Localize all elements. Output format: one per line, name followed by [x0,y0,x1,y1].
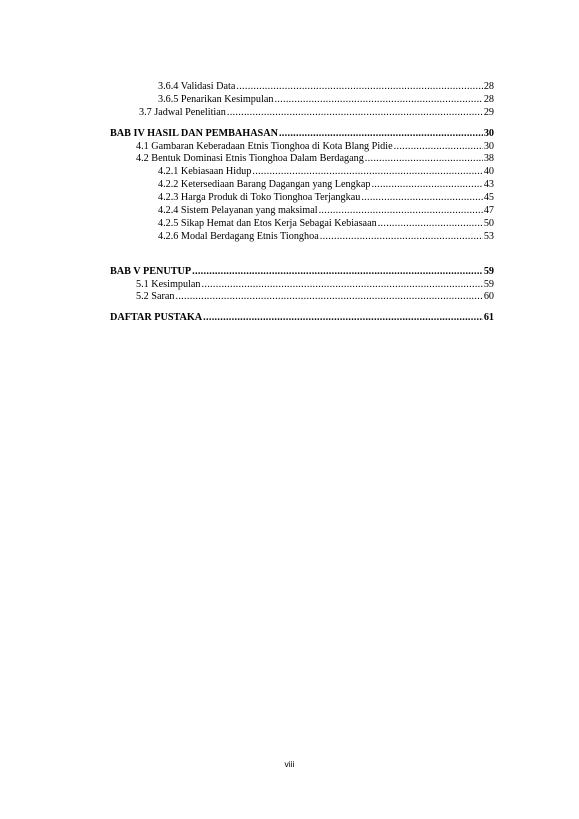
toc-entry-title: BAB V PENUTUP [110,265,192,277]
toc-entry[interactable] [110,218,494,231]
toc-leader-dots [203,312,483,325]
toc-entry-page: 43 [483,179,494,191]
toc-entry-title: 4.2.1 Kebiasaan Hidup [158,166,252,178]
toc-entry-title: 4.2.3 Harga Produk di Toko Tionghoa Terjangkau [158,192,361,204]
toc-entry-title: 4.2 Bentuk Dominasi Etnis Tionghoa Dalam Berdagang [136,153,364,165]
toc-entry[interactable] [110,279,494,292]
toc-entry-page: 50 [483,217,494,229]
toc-entry[interactable] [110,205,494,218]
page-number: viii [284,759,295,769]
toc-entry-page: 45 [483,192,494,204]
toc-leader-dots [202,279,483,292]
toc-entry-title: 4.2.5 Sikap Hemat dan Etos Kerja Sebagai Kebiasaan [158,217,377,229]
toc-entry-title: 4.2.6 Modal Berdagang Etnis Tionghoa [158,230,319,242]
toc-entry-page: 59 [483,265,494,277]
toc-chapter-heading[interactable] [110,266,494,279]
toc-entry-title: 3.6.5 Penarikan Kesimpulan [158,93,274,105]
toc-leader-dots [279,128,483,141]
table-of-contents [110,81,494,325]
toc-leader-dots [320,231,483,244]
toc-leader-dots [319,205,483,218]
toc-entry-page: 61 [483,312,494,324]
toc-entry[interactable] [110,141,494,154]
toc-entry-page: 29 [483,106,494,118]
toc-entry-page: 30 [483,140,494,152]
toc-entry-title: 3.7 Jadwal Penelitian [139,106,226,118]
toc-entry-title: DAFTAR PUSTAKA [110,312,203,324]
toc-entry-page: 40 [483,166,494,178]
toc-chapter-heading[interactable] [110,312,494,325]
toc-entry-title: 5.1 Kesimpulan [136,278,201,290]
spacer [110,120,494,128]
toc-leader-dots [192,266,483,279]
toc-entry[interactable] [110,192,494,205]
toc-entry-page: 38 [483,153,494,165]
toc-leader-dots [378,218,483,231]
toc-entry[interactable] [110,81,494,94]
toc-entry[interactable] [110,107,494,120]
toc-leader-dots [252,166,482,179]
toc-entry[interactable] [110,179,494,192]
toc-leader-dots [365,153,483,166]
toc-leader-dots [394,141,483,154]
toc-entry[interactable] [110,291,494,304]
toc-entry[interactable] [110,153,494,166]
toc-entry[interactable] [110,94,494,107]
toc-leader-dots [236,81,482,94]
toc-entry-page: 59 [483,278,494,290]
spacer [110,304,494,312]
toc-leader-dots [175,291,482,304]
toc-leader-dots [371,179,482,192]
toc-leader-dots [274,94,482,107]
toc-entry-title: 5.2 Saran [136,291,175,303]
toc-entry-title: 4.1 Gambaran Keberadaan Etnis Tionghoa di Kota Blang Pidie [136,140,393,152]
toc-entry-page: 60 [483,291,494,303]
toc-leader-dots [227,107,483,120]
toc-entry-page: 30 [483,127,494,139]
toc-entry-page: 28 [483,81,494,92]
toc-entry[interactable] [110,166,494,179]
toc-chapter-heading[interactable] [110,128,494,141]
toc-leader-dots [361,192,482,205]
toc-entry-page: 28 [483,93,494,105]
toc-entry-title: 4.2.2 Ketersediaan Barang Dagangan yang Lengkap [158,179,371,191]
spacer [110,244,494,266]
toc-entry-page: 47 [483,205,494,217]
toc-entry-title: 3.6.4 Validasi Data [158,81,236,92]
toc-entry-title: 4.2.4 Sistem Pelayanan yang maksimal [158,205,318,217]
toc-entry-page: 53 [483,230,494,242]
toc-entry-title: BAB IV HASIL DAN PEMBAHASAN [110,127,278,139]
toc-entry[interactable] [110,231,494,244]
